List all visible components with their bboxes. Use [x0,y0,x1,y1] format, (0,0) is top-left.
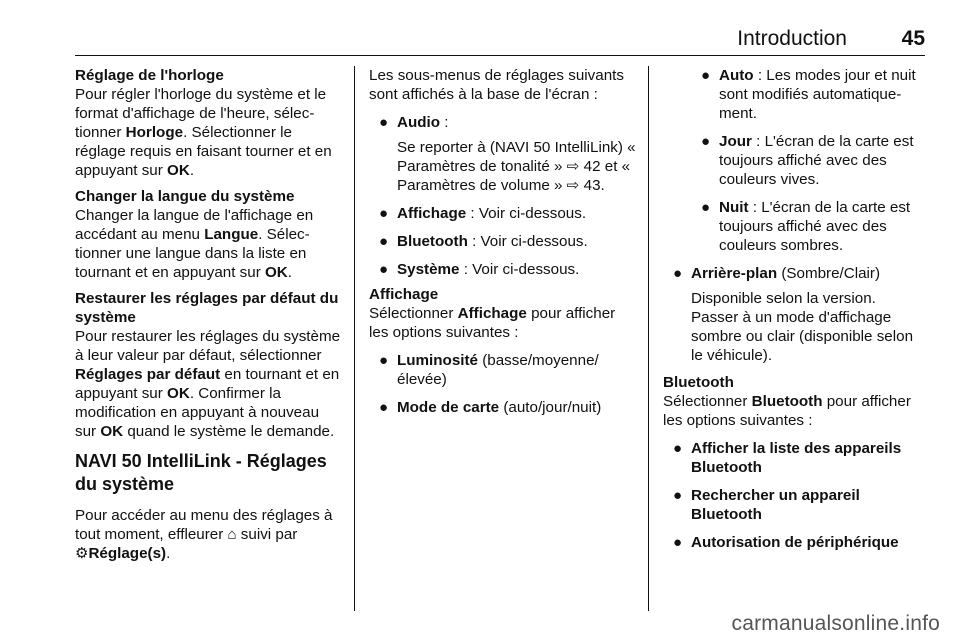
bullet-icon: ● [673,440,683,457]
menu-term: Jour [719,133,752,150]
list-item-audio [369,113,637,132]
menu-term: OK [264,264,288,281]
text: . Sélec-tionner une langue dans la liste en tournant et en appuyant sur [75,226,310,281]
list-item-bt-list [663,439,927,477]
menu-term: Bluetooth [751,393,823,410]
bullet-icon: ● [701,199,711,216]
list-item-detail: Se reporter à (NAVI 50 IntelliLink) « Paramètres de tonalité » ⇨ 42 et « Paramètres de volume » ⇨ 43. [397,139,636,194]
bullet-icon: ● [701,67,711,84]
bullet-icon: ● [701,133,711,150]
text: quand le système le demande. [123,423,335,440]
menu-term: Luminosité [397,352,479,369]
paragraph [75,206,343,282]
menu-term: Système [397,261,460,278]
text: . [189,162,195,179]
menu-term: Réglage(s) [88,545,167,562]
list-item-detail: Disponible selon la version. Passer à un mode d'affichage sombre ou clair (disponible selon le véhicule). [691,290,914,364]
text: Pour restaurer les réglages du système à leur valeur par défaut, sélectionner [75,328,341,364]
paragraph [75,327,343,441]
text: : Les modes jour et nuit sont modifiés automatique-ment. [719,67,916,122]
list-item-luminosite [369,351,637,389]
list-item-auto [663,66,927,123]
section-title: Affichage [369,286,439,303]
menu-term: Bluetooth [397,233,468,250]
column-3 [663,66,927,552]
text: : [440,114,449,131]
list-item-bt-auth [663,533,927,552]
menu-term: Mode de carte [397,399,500,416]
menu-term: Horloge [125,124,184,141]
page-number: 45 [901,27,925,50]
text: pour afficher les options suivantes : [369,305,616,341]
menu-term: Afficher la liste des appareils Bluetooth [691,440,902,476]
section-bluetooth [663,373,927,430]
text: . [166,545,171,562]
paragraph [75,506,343,563]
section-clock [75,66,343,180]
text: . [287,264,292,281]
text: : L'écran de la carte est toujours affiché avec des couleurs sombres. [719,199,911,254]
bullet-icon: ● [379,399,389,416]
watermark: carmanualsonline.info [731,612,940,635]
menu-term: OK [167,162,190,179]
text: en tournant et en appuyant sur [75,366,340,402]
section-title: Bluetooth [663,374,734,391]
menu-term: Réglages par défaut [75,366,221,383]
section-restore [75,289,343,441]
settings-gear-icon: ⚙ [75,545,89,562]
section-title: Changer la langue du système [75,188,295,205]
bullet-icon: ● [379,261,389,278]
section-affichage [369,285,637,342]
list-item-mode-carte [369,398,637,417]
column-divider-2 [648,66,649,611]
text: : L'écran de la carte est toujours affiché avec des couleurs vives. [719,133,914,188]
menu-term: Auto [719,67,754,84]
text: . Confirmer la modification en appuyant à nouveau sur [75,385,320,440]
section-title: Réglage de l'horloge [75,67,224,84]
menu-term: Langue [204,226,259,243]
paragraph [369,304,637,342]
bullet-icon: ● [673,487,683,504]
menu-term: Rechercher un appareil Bluetooth [691,487,860,523]
text: Pour accéder au menu des réglages à tout moment, effleurer [75,507,333,543]
column-divider-1 [354,66,355,611]
header-divider [75,55,925,56]
menu-term: Arrière-plan [691,265,778,282]
header-title: Introduction [737,27,847,50]
bullet-icon: ● [379,114,389,131]
menu-term: Affichage [457,305,527,322]
bullet-icon: ● [673,265,683,282]
menu-term: Affichage [397,205,467,222]
section-language [75,187,343,282]
text: (Sombre/Clair) [777,265,881,282]
menu-term: OK [100,423,124,440]
chapter-heading: NAVI 50 IntelliLink - Réglages du système [75,451,327,494]
column-2 [369,66,637,417]
menu-term: Audio [397,114,441,131]
column-1 [75,66,343,563]
section-title: Restaurer les réglages par défaut du système [75,290,339,326]
bullet-icon: ● [379,205,389,222]
bullet-icon: ● [673,534,683,551]
text: suivi par [236,526,298,543]
menu-term: OK [167,385,190,402]
text: (auto/jour/nuit) [499,399,602,416]
list-item-jour [663,132,927,189]
menu-term: Autorisation de périphérique [691,534,899,551]
paragraph [663,392,927,430]
text: (basse/moyenne/élevée) [397,352,599,388]
paragraph: Les sous-menus de réglages suivants sont affichés à la base de l'écran : [369,67,624,103]
text: pour afficher les options suivantes : [663,393,911,429]
text: Sélectionner [663,393,752,410]
text: : Voir ci-dessous. [467,233,588,250]
list-item-arriere-plan [663,264,927,283]
text: : Voir ci-dessous. [459,261,580,278]
page-header [75,26,925,52]
paragraph [75,85,343,180]
bullet-icon: ● [379,352,389,369]
text: : Voir ci-dessous. [466,205,587,222]
home-icon: ⌂ [227,526,237,543]
text: . Sélectionner le réglage requis en faisant tourner et en appuyant sur [75,124,332,179]
bullet-icon: ● [379,233,389,250]
text: Sélectionner [369,305,458,322]
text: Pour régler l'horloge du système et le format d'affichage de l'heure, sélec-tionner [75,86,327,141]
list-item-bt-search [663,486,927,524]
menu-term: Nuit [719,199,749,216]
list-item-bluetooth [369,232,637,251]
list-item-systeme [369,260,637,279]
text: Changer la langue de l'affichage en accédant au menu [75,207,314,243]
list-item-nuit [663,198,927,255]
list-item-affichage [369,204,637,223]
